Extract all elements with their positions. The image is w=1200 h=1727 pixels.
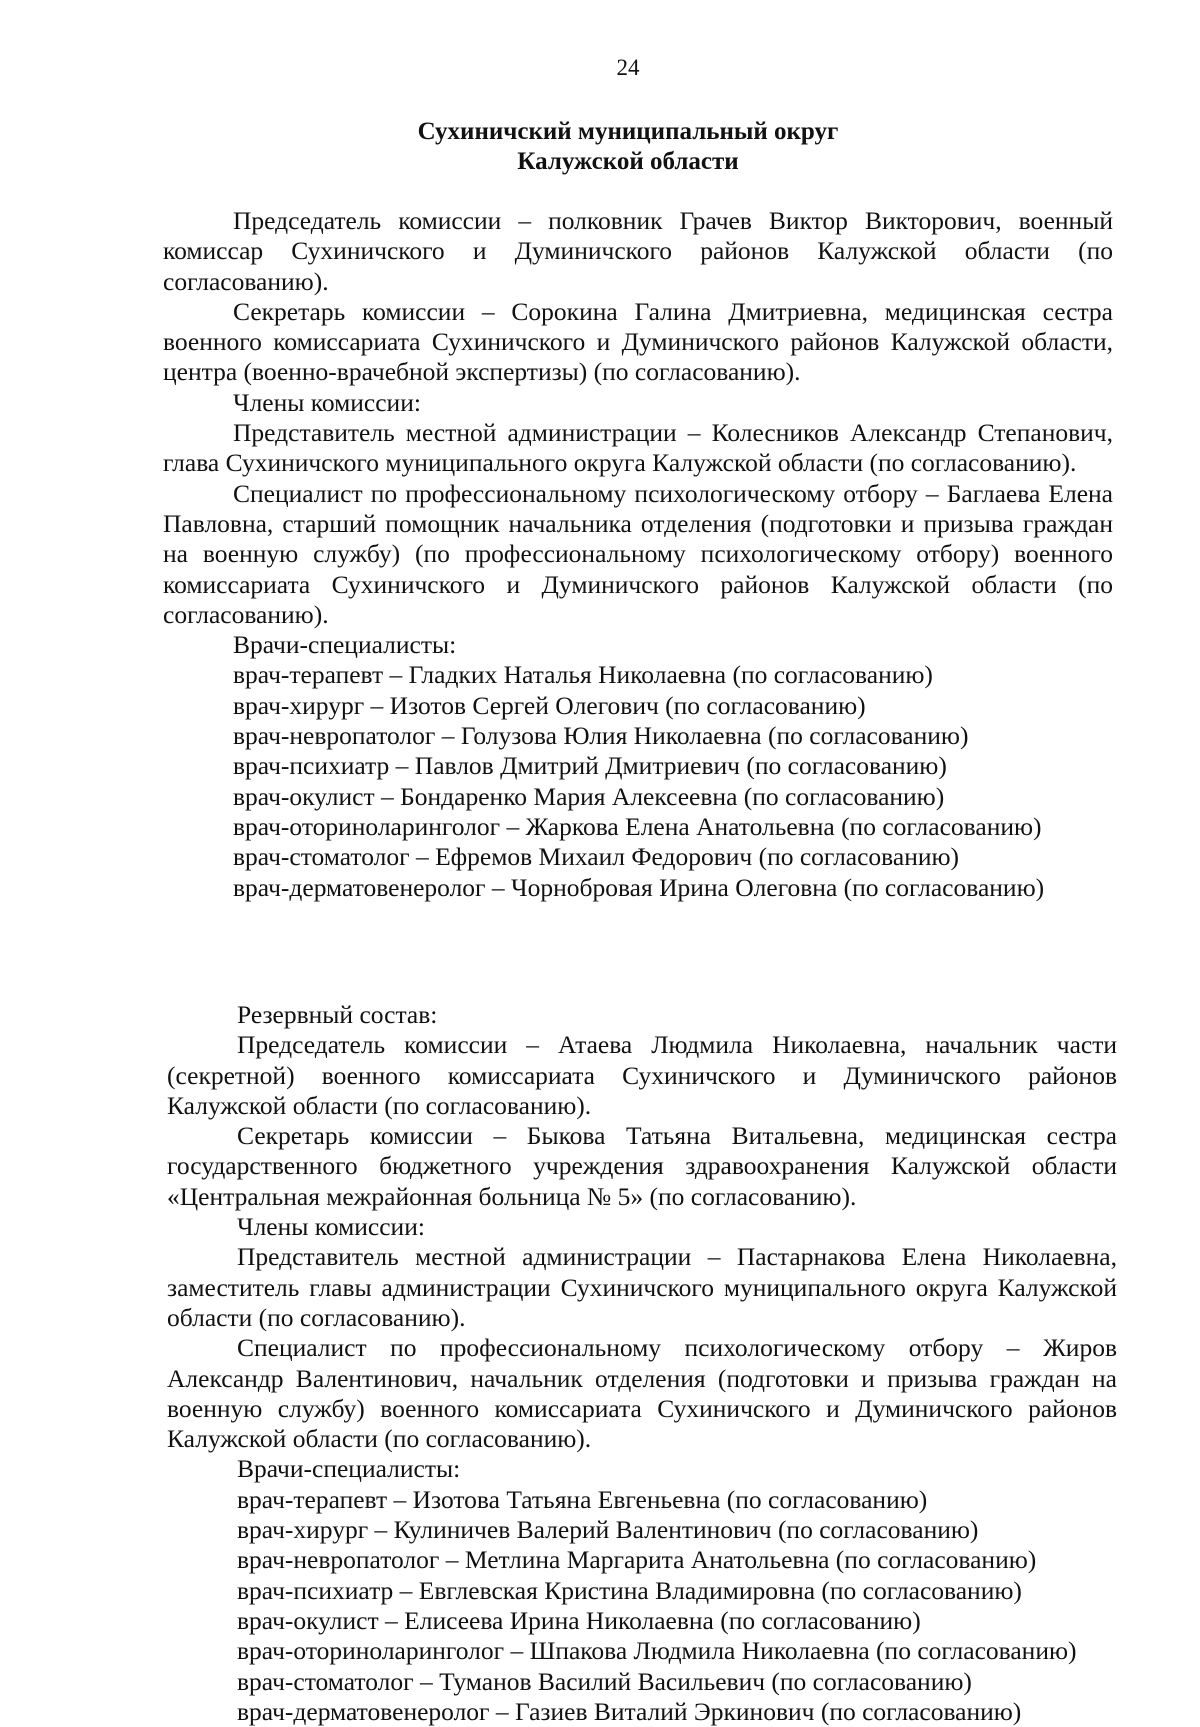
local-admin-paragraph: Представитель местной администрации – Колесников Александр Степанович, глава Сухиничского муниципального округа Калужской области (по согласованию). — [163, 418, 1113, 478]
doctor-item: врач-хирург – Изотов Сергей Олегович (по согласованию) — [233, 690, 866, 720]
doctor-item: врач-дерматовенеролог – Чорнобровая Ирина Олеговна (по согласованию) — [233, 872, 1045, 902]
psych-specialist-paragraph: Специалист по профессиональному психологическому отбору – Баглаева Елена Павловна, старший помощник начальника отделения (подготовки и призыва граждан на военную службу) (по профессиональному психологическому отбору) военного комиссариата Сухиничского и Думиничского районов Калужской области (по согласованию). — [163, 478, 1113, 629]
doctor-item: врач-невропатолог – Голузова Юлия Николаевна (по согласованию) — [233, 721, 969, 751]
doctors-label: Врачи-специалисты: — [233, 630, 457, 660]
section-title-line-2: Калужской области — [517, 148, 739, 175]
doctor-item: врач-окулист – Бондаренко Мария Алексеевна (по согласованию) — [233, 781, 945, 811]
section-title-line-1: Сухиничский муниципальный округ — [417, 118, 839, 145]
doctor-item: врач-психиатр – Павлов Дмитрий Дмитриевич (по согласованию) — [233, 751, 947, 781]
reserve-label: Резервный состав: — [237, 1000, 438, 1029]
reserve-doctor-item: врач-хирург – Кулиничев Валерий Валентинович (по согласованию) — [237, 1515, 979, 1545]
reserve-doctor-item: врач-дерматовенеролог – Газиев Виталий Эркинович (по согласованию) — [237, 1696, 1022, 1726]
reserve-doctor-item: врач-окулист – Елисеева Ирина Николаевна (по согласованию) — [237, 1605, 921, 1635]
reserve-doctor-item: врач-терапевт – Изотова Татьяна Евгеньевна (по согласованию) — [237, 1484, 928, 1514]
reserve-members-label: Члены комиссии: — [237, 1212, 425, 1242]
members-label: Члены комиссии: — [233, 387, 421, 417]
section-title — [0, 117, 1200, 177]
reserve-psych-specialist-paragraph: Специалист по профессиональному психологическому отбору – Жиров Александр Валентинович, начальник отделения (подготовки и призыва граждан на военную службу) военного комиссариата Сухиничского и Думиничского районов Калужской области (по согласованию). — [167, 1333, 1117, 1454]
reserve-local-admin-paragraph: Представитель местной администрации – Пастарнакова Елена Николаевна, заместитель главы администрации Сухиничского муниципального округа Калужской области (по согласованию). — [167, 1242, 1117, 1332]
reserve-doctor-item: врач-стоматолог – Туманов Василий Васильевич (по согласованию) — [237, 1666, 972, 1696]
reserve-secretary-paragraph: Секретарь комиссии – Быкова Татьяна Витальевна, медицинская сестра государственного бюджетного учреждения здравоохранения Калужской области «Центральная межрайонная больница № 5» (по согласованию). — [167, 1121, 1117, 1211]
doctor-item: врач-стоматолог – Ефремов Михаил Федорович (по согласованию) — [233, 842, 960, 872]
reserve-doctor-item: врач-психиатр – Евглевская Кристина Владимировна (по согласованию) — [237, 1575, 1022, 1605]
page-number: 24 — [616, 55, 640, 80]
reserve-chair-paragraph: Председатель комиссии – Атаева Людмила Николаевна, начальник части (секретной) военного комиссариата Сухиничского и Думиничского районов Калужской области (по согласованию). — [167, 1030, 1117, 1120]
reserve-doctor-item: врач-оториноларинголог – Шпакова Людмила Николаевна (по согласованию) — [237, 1636, 1077, 1666]
doctor-item: врач-оториноларинголог – Жаркова Елена Анатольевна (по согласованию) — [233, 811, 1042, 841]
main-composition — [163, 206, 1113, 903]
chair-paragraph: Председатель комиссии – полковник Грачев Виктор Викторович, военный комиссар Сухиничского и Думиничского районов Калужской области (по согласованию). — [163, 206, 1113, 296]
secretary-paragraph: Секретарь комиссии – Сорокина Галина Дмитриевна, медицинская сестра военного комиссариата Сухиничского и Думиничского районов Калужской области, центра (военно-врачебной экспертизы) (по согласованию). — [163, 296, 1113, 387]
doctor-item: врач-терапевт – Гладких Наталья Николаевна (по согласованию) — [233, 660, 933, 690]
reserve-composition — [167, 1000, 1117, 1727]
reserve-doctors-label: Врачи-специалисты: — [237, 1454, 461, 1484]
reserve-doctor-item: врач-невропатолог – Метлина Маргарита Анатольевна (по согласованию) — [237, 1545, 1037, 1575]
